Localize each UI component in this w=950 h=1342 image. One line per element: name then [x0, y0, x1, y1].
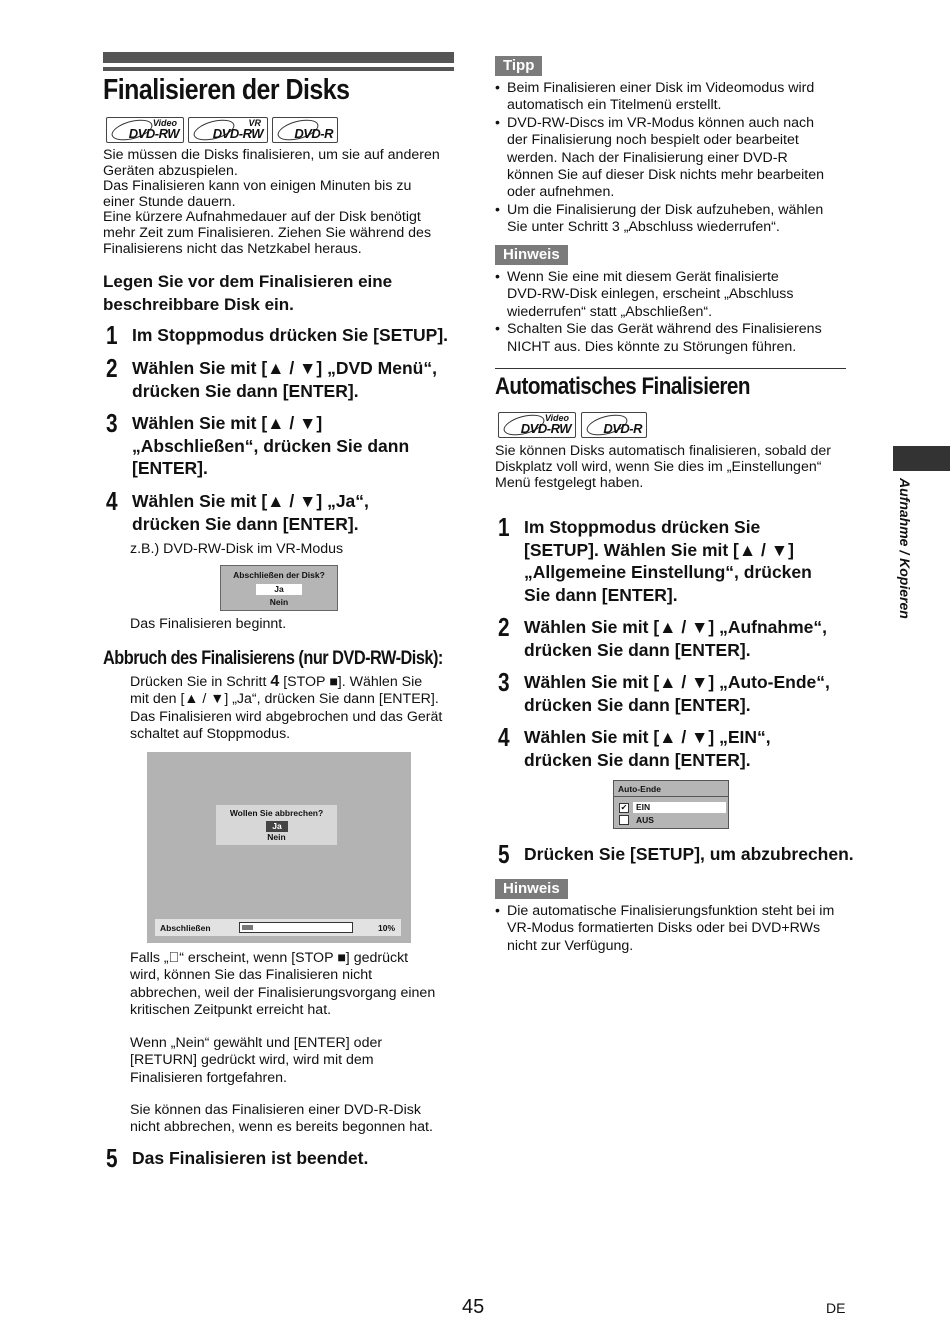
page-title: Finalisieren der Disks: [103, 74, 350, 106]
option-aus[interactable]: AUS: [636, 815, 654, 825]
tipp-item: • Um die Finalisierung der Disk aufzuheben, wählen Sie unter Schritt 3 „Abschluss wiederrufen“.: [495, 202, 850, 237]
abort-text: Drücken Sie in Schritt 4 [STOP ■]. Wählen Sie mit den [▲ / ▼] „Ja“, drücken Sie dann [ENTER]. Das Finalisieren wird abgebrochen und das Gerät schaltet auf Stoppmodus.: [130, 673, 443, 743]
dialog-title: Abschließen der Disk?: [233, 570, 325, 580]
side-tab-label: Aufnahme / Kopieren: [897, 478, 913, 619]
disc-logo-dvd-r: DVD-R: [272, 117, 338, 143]
step-3: 3 Wählen Sie mit [▲ / ▼] „Abschließen“, drücken Sie dann [ENTER].: [106, 408, 410, 478]
side-tab-bar: [893, 446, 950, 471]
step-4: 4 Wählen Sie mit [▲ / ▼] „Ja“, drücken Sie dann [ENTER].: [106, 486, 369, 534]
abort-dialog-title: Wollen Sie abbrechen?: [229, 808, 324, 818]
dialog-option-nein[interactable]: Nein: [269, 597, 289, 607]
para-dvdr: Sie können das Finalisieren einer DVD-R-Disk nicht abbrechen, wenn es bereits begonnen hat.: [130, 1102, 433, 1136]
example-label: z.B.) DVD-RW-Disk im VR-Modus: [130, 541, 344, 557]
finalize-dialog: [220, 565, 338, 611]
dialog-option-ja[interactable]: Ja: [256, 584, 302, 595]
language-code: DE: [826, 1300, 846, 1316]
checkbox-aus[interactable]: [619, 815, 629, 825]
step-1: 1 Im Stoppmodus drücken Sie [SETUP].: [106, 320, 449, 350]
auto-step-1: 1 Im Stoppmodus drücken Sie [SETUP]. Wählen Sie mit [▲ / ▼] „Allgemeine Einstellung“, drücken Sie dann [ENTER].: [498, 512, 812, 605]
auto-ende-title: Auto-Ende: [618, 784, 661, 794]
auto-step-4: 4 Wählen Sie mit [▲ / ▼] „EIN“, drücken Sie dann [ENTER].: [498, 722, 771, 770]
auto-ende-separator: [614, 796, 728, 797]
tipp-label: Tipp: [495, 56, 542, 76]
auto-step-5: 5 Drücken Sie [SETUP], um abzubrechen.: [498, 839, 854, 869]
hinweis2-label: Hinweis: [495, 879, 568, 899]
title-bar-thin: [103, 67, 454, 71]
auto-step-3: 3 Wählen Sie mit [▲ / ▼] „Auto-Ende“, drücken Sie dann [ENTER].: [498, 667, 830, 715]
tipp-item: • Beim Finalisieren einer Disk im Videomodus wird automatisch ein Titelmenü erstellt.: [495, 80, 850, 115]
hinweis-label: Hinweis: [495, 245, 568, 265]
option-ein[interactable]: EIN: [633, 802, 726, 813]
disc-logo-dvd-rw-vr: VR DVD-RW: [188, 117, 268, 143]
progress-panel: [155, 919, 401, 936]
hinweis2-item: • Die automatische Finalisierungsfunktion steht bei im VR-Modus formatierten Disks oder bei DVD+RWs nicht zur Verfügung.: [495, 903, 850, 955]
title-bar-thick: [103, 52, 454, 63]
auto-title: Automatisches Finalisieren: [495, 373, 750, 400]
para-nein: Wenn „Nein“ gewählt und [ENTER] oder [RETURN] gedrückt wird, wird mit dem Finalisieren fortgefahren.: [130, 1035, 383, 1086]
disc-logo-dvd-r-right: DVD-R: [581, 412, 647, 438]
hinweis-list: [495, 269, 850, 356]
para-falls: Falls „⃠“ erscheint, wenn [STOP ■] gedrückt wird, können Sie das Finalisieren nicht abbrechen, weil der Finalisierungsvorgang einen kritischen Zeitpunkt erreicht hat.: [130, 950, 436, 1019]
hinweis-item: • Schalten Sie das Gerät während des Finalisierens NICHT aus. Dies könnte zu Störungen führen.: [495, 321, 850, 356]
disc-logo-dvd-rw-video: Video DVD-RW: [106, 117, 184, 143]
disc-logo-dvd-rw-video-right: Video DVD-RW: [498, 412, 576, 438]
tipp-item: • DVD-RW-Discs im VR-Modus können auch nach der Finalisierung noch bespielt oder bearbeitet werden. Nach der Finalisierung einer DVD-R können Sie auf dieser Disk nichts mehr bearbeiten oder aufnehmen.: [495, 115, 850, 202]
auto-intro: Sie können Disks automatisch finalisieren, sobald der Diskplatz voll wird, wenn Sie dies im „Einstellungen“ Menü festgelegt haben.: [495, 443, 831, 491]
abort-heading: Abbruch des Finalisierens (nur DVD-RW-Disk):: [103, 648, 443, 669]
progress-fill: [242, 925, 253, 930]
intro-text: Sie müssen die Disks finalisieren, um sie auf anderen Geräten abzuspielen. Das Finalisieren kann von einigen Minuten bis zu einer Stunde dauern. Eine kürzere Aufnahmedauer auf der Disk benötigt mehr Zeit zum Finalisieren. Ziehen Sie während des Finalisierens nicht das Netzkabel heraus.: [103, 147, 440, 257]
bold-note: Legen Sie vor dem Finalisieren eine beschreibbare Disk ein.: [103, 272, 393, 314]
auto-step-2: 2 Wählen Sie mit [▲ / ▼] „Aufnahme“, drücken Sie dann [ENTER].: [498, 612, 827, 660]
abort-dialog: [216, 805, 337, 845]
progress-track: [239, 922, 353, 933]
finalizing-begins: Das Finalisieren beginnt.: [130, 616, 287, 632]
progress-label: Abschließen: [160, 923, 211, 933]
abort-option-nein[interactable]: Nein: [267, 832, 286, 842]
abort-screen: [147, 752, 411, 943]
hinweis-item: • Wenn Sie eine mit diesem Gerät finalisierte DVD-RW-Disk einlegen, erscheint „Abschluss wiederrufen“ statt „Abschließen“.: [495, 269, 850, 321]
step-5: 5 Das Finalisieren ist beendet.: [106, 1143, 369, 1173]
page-number: 45: [462, 1296, 485, 1318]
hinweis2-list: [495, 903, 850, 955]
checkbox-ein[interactable]: ✔: [620, 803, 628, 812]
progress-value: 10%: [377, 923, 395, 933]
section-divider: [495, 368, 846, 369]
abort-option-ja[interactable]: Ja: [266, 821, 288, 832]
tipp-list: [495, 80, 850, 237]
step-2: 2 Wählen Sie mit [▲ / ▼] „DVD Menü“, drücken Sie dann [ENTER].: [106, 353, 437, 401]
auto-ende-menu: [613, 780, 729, 829]
